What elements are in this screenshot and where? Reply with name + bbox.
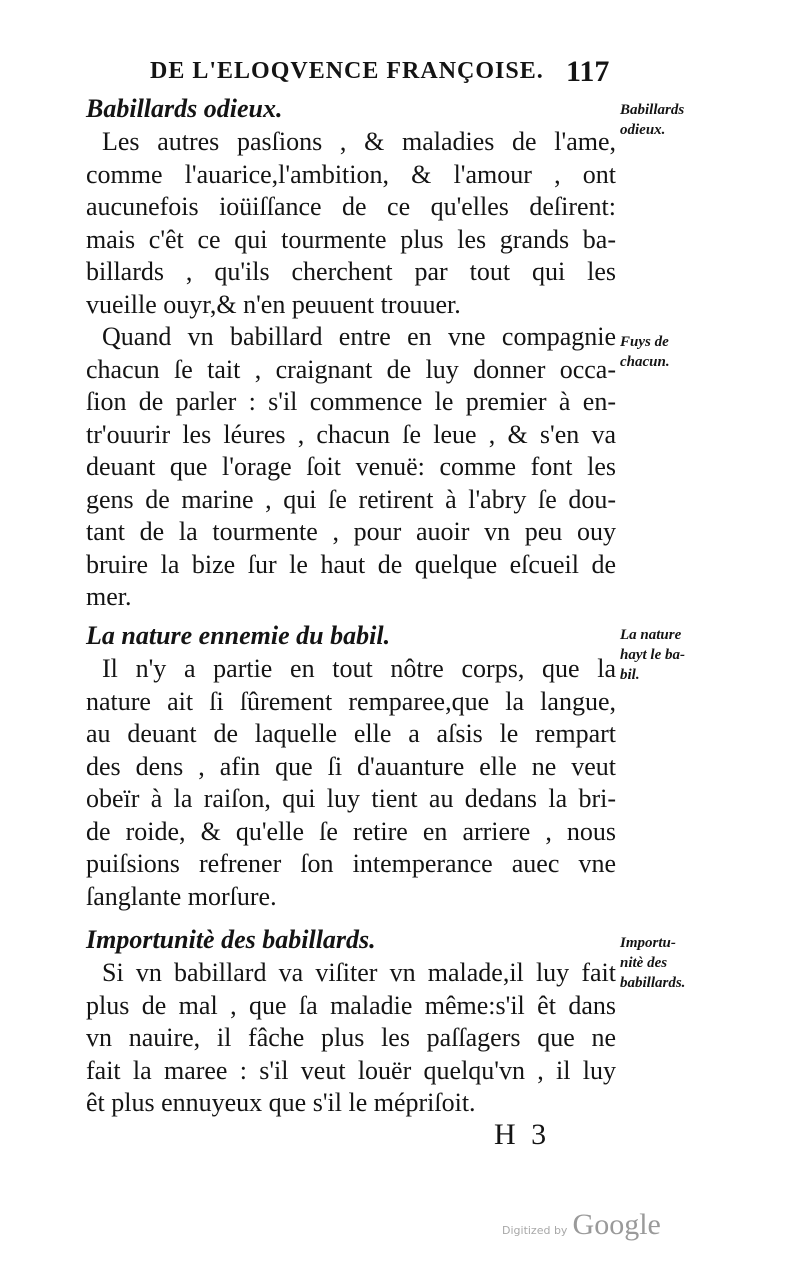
- text-line: puiſsions refrener ſon intemperance auec vne: [86, 849, 616, 878]
- text-line: billards , qu'ils cherchent par tout qui les: [86, 257, 616, 286]
- digitized-watermark: [502, 1208, 661, 1242]
- margin-note-fuys: [620, 332, 720, 372]
- digitized-prefix: Digitized by: [502, 1224, 568, 1237]
- text-line: mais c'êt ce qui tourmente plus les grands ba-: [86, 224, 616, 254]
- text-line: nature ait ſi ſûrement remparee,que la langue,: [86, 686, 616, 716]
- text-line: plus de mal , que ſa maladie même:s'il êt dans: [86, 990, 616, 1020]
- margin-note-line: La nature: [620, 627, 682, 643]
- text-line: tant de la tourmente , pour auoir vn peu ouy: [86, 517, 616, 546]
- text-line: bruire la bize ſur le haut de quelque eſcueil de: [86, 549, 616, 579]
- text-line: deuant que l'orage ſoit venuë: comme font les: [86, 452, 616, 481]
- section-heading: Importunitè des babillards.: [86, 925, 376, 954]
- margin-note-line: nitè des: [620, 955, 668, 971]
- text-line: fait la maree : s'il veut louër quelqu'vn , il luy: [86, 1055, 616, 1085]
- text-line: ſanglante morſure.: [86, 881, 277, 911]
- text-line: comme l'auarice,l'ambition, & l'amour , ont: [86, 159, 616, 189]
- text-line: mer.: [86, 582, 132, 611]
- text-line: des dens , afin que ſi d'auanture elle ne veut: [86, 751, 616, 781]
- google-logo: Google: [572, 1208, 661, 1241]
- text-line: vn nauire, il fâche plus les paſſagers que ne: [86, 1023, 616, 1052]
- text-line: vueille ouyr,& n'en peuuent trouuer.: [86, 289, 461, 319]
- section-heading: La nature ennemie du babil.: [86, 621, 391, 650]
- running-title: DE L'ELOQVENCE FRANÇOISE.: [150, 58, 544, 84]
- margin-note-line: odieux.: [620, 122, 666, 138]
- page-number: 117: [566, 55, 610, 88]
- margin-note-babillards: [620, 100, 720, 140]
- section-babillards-odieux: [86, 92, 616, 614]
- margin-note-line: bil.: [620, 667, 640, 683]
- signature-mark: H 3: [494, 1118, 551, 1151]
- margin-note-line: Importu-: [620, 935, 676, 951]
- text-line: obeïr à la raiſon, qui luy tient au dedans la bri-: [86, 784, 616, 813]
- margin-note-line: Babillards: [620, 102, 685, 118]
- text-line: Quand vn babillard entre en vne compagnie: [102, 322, 616, 351]
- section-heading: Babillards odieux.: [86, 94, 283, 123]
- margin-note-line: hayt le ba-: [620, 647, 685, 663]
- text-line: chacun ſe tait , craignant de luy donner occa-: [86, 354, 616, 384]
- section-nature-ennemie: [86, 619, 616, 913]
- section-importunite: [86, 923, 616, 1120]
- text-line: gens de marine , qui ſe retirent à l'abry ſe dou-: [86, 484, 616, 514]
- text-line: de roide, & qu'elle ſe retire en arriere , nous: [86, 816, 616, 846]
- text-line: Les autres pasſions , & maladies de l'ame,: [102, 127, 616, 156]
- text-line: Il n'y a partie en tout nôtre corps, que la: [102, 654, 616, 683]
- text-line: tr'ouurir les léures , chacun ſe leue , & s'en va: [86, 419, 616, 449]
- margin-note-importunite: [620, 933, 720, 993]
- margin-note-line: babillards.: [620, 975, 686, 991]
- margin-note-line: Fuys de: [620, 334, 669, 350]
- text-line: êt plus ennuyeux que s'il le mépriſoit.: [86, 1088, 476, 1117]
- margin-note-line: chacun.: [620, 354, 670, 370]
- margin-note-nature: [620, 625, 720, 685]
- text-line: ſion de parler : s'il commence le premier à en-: [86, 387, 616, 416]
- text-line: au deuant de laquelle elle a aſsis le rempart: [86, 719, 616, 748]
- text-line: aucunefois ioüiſſance de ce qu'elles deſirent:: [86, 192, 616, 221]
- text-line: Si vn babillard va viſiter vn malade,il luy fait: [102, 958, 616, 987]
